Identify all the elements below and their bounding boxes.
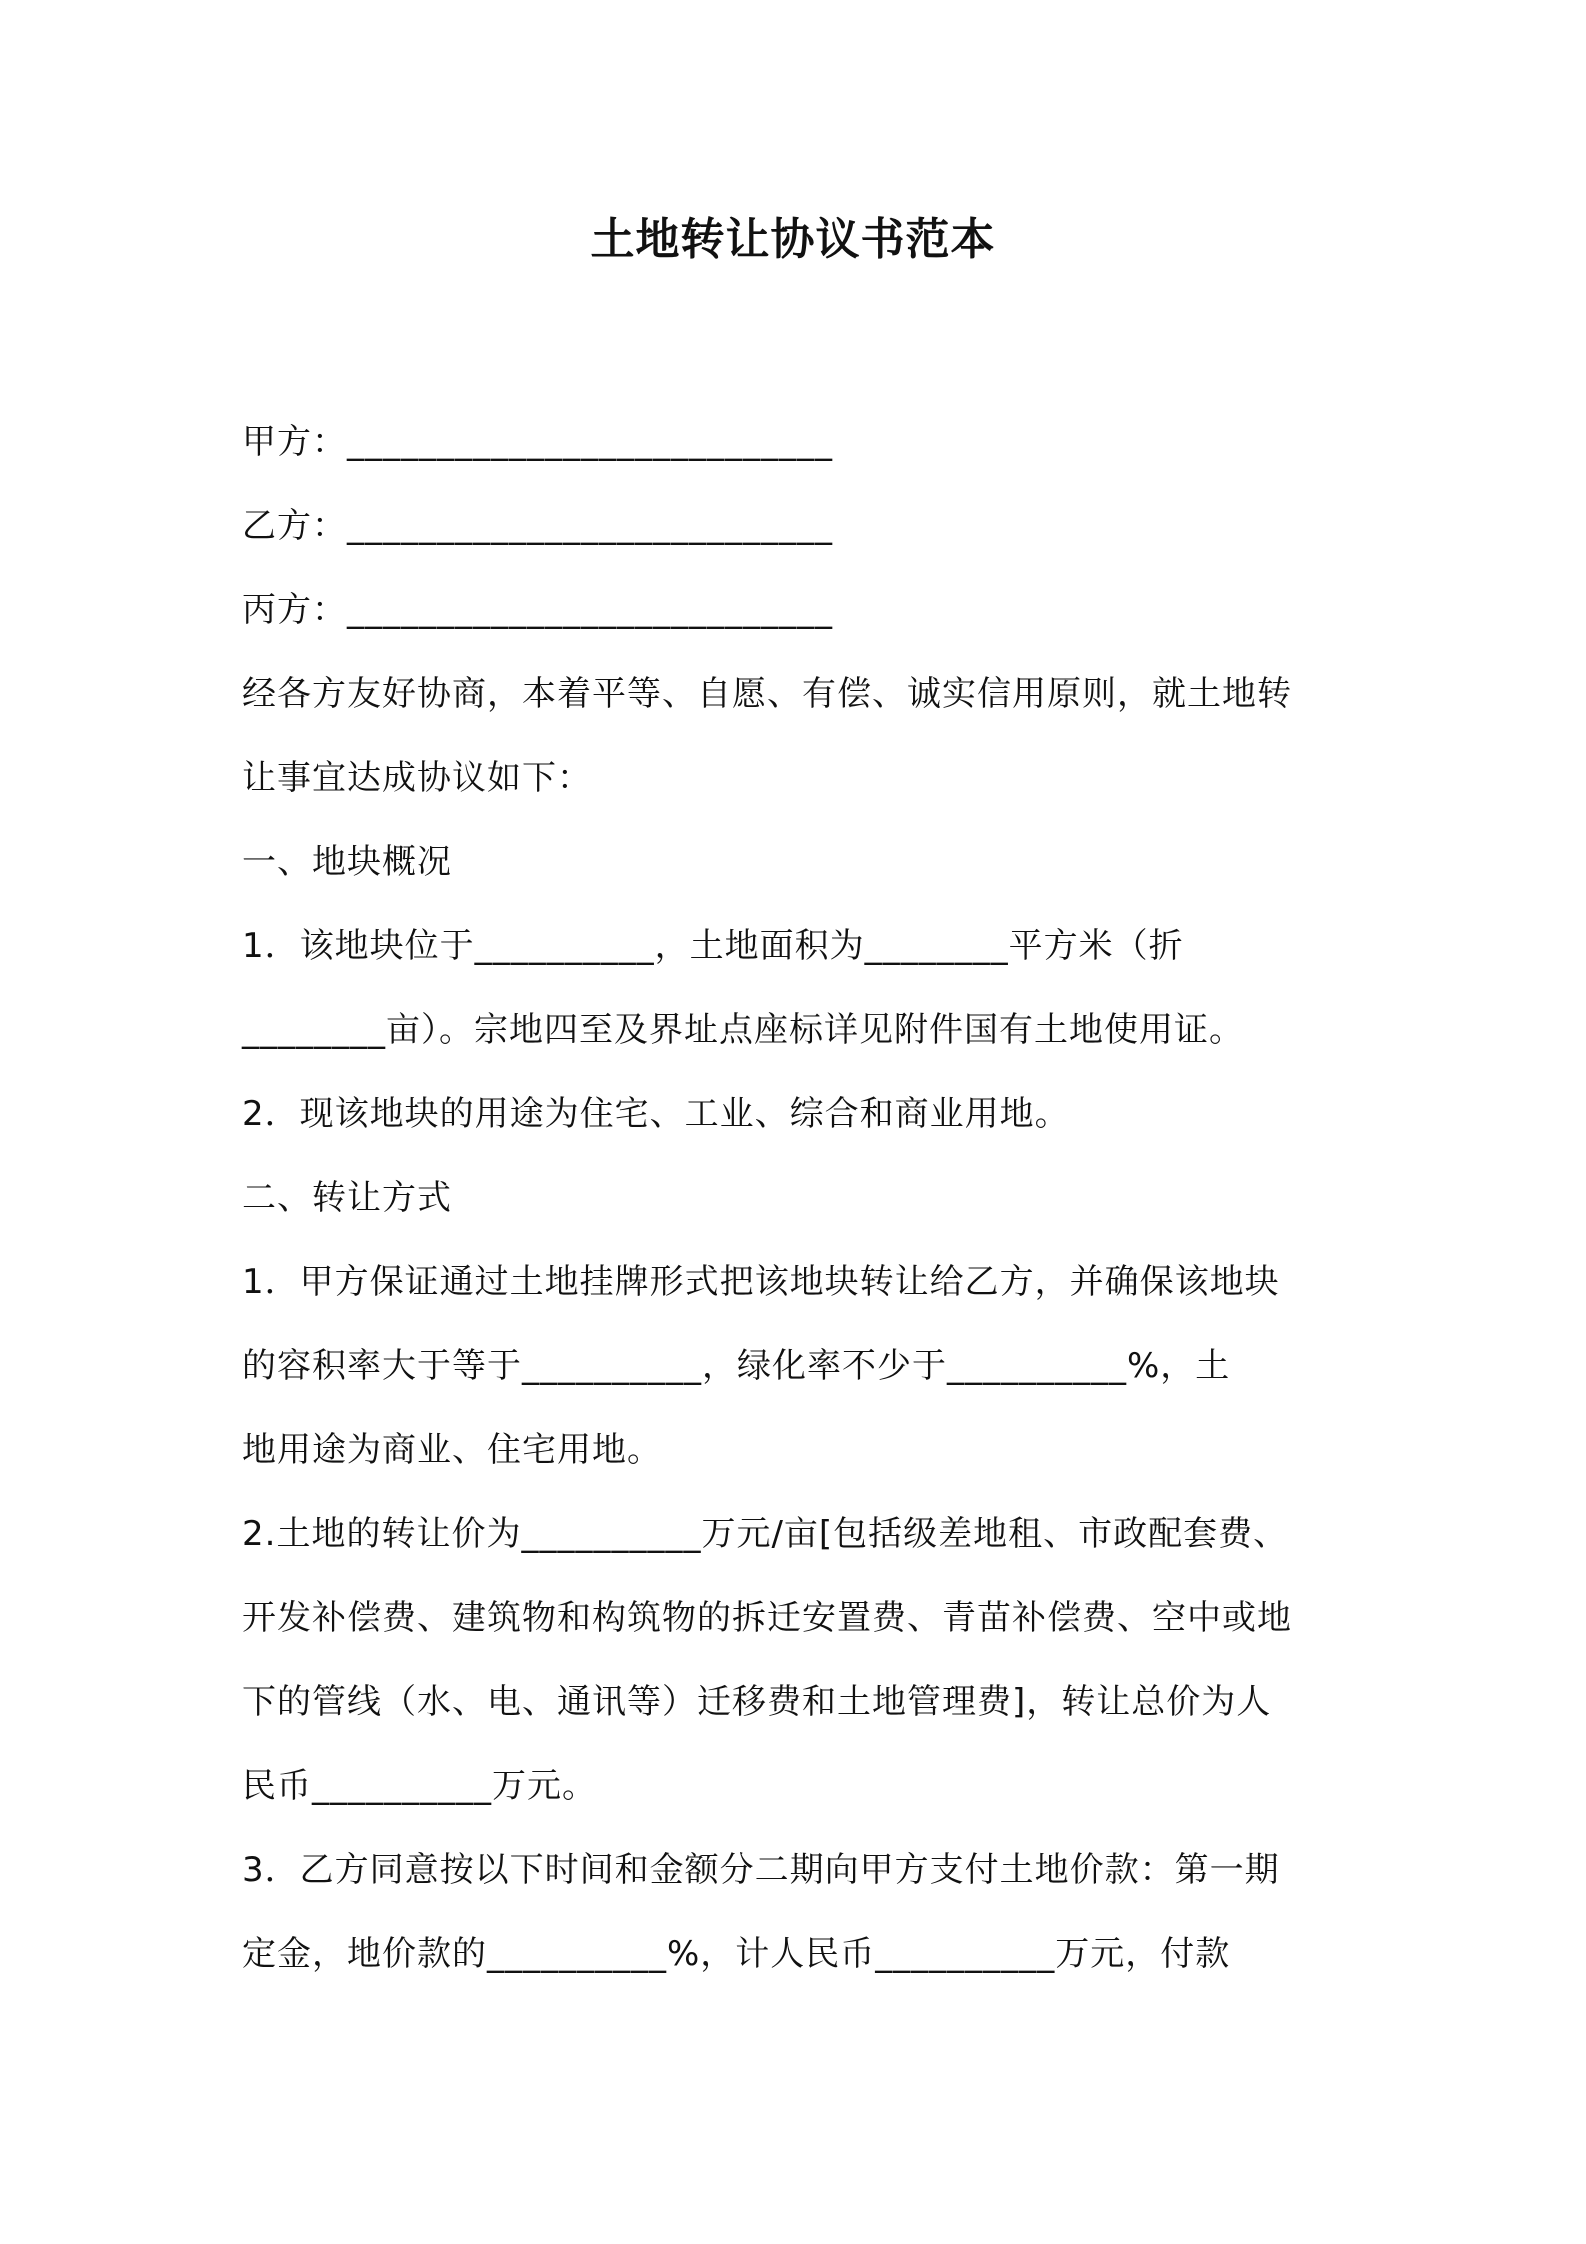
document-title: 土地转让协议书范本 [590,214,996,265]
clause-2-1-line-2: 的容积率大于等于__________，绿化率不少于__________%，土 [242,1346,1231,1386]
party-c-line: 丙方：___________________________ [242,590,833,630]
clause-2-2-line-3: 下的管线（水、电、通讯等）迁移费和土地管理费]，转让总价为人 [242,1682,1272,1722]
clause-1-1-line-2: ________亩）。宗地四至及界址点座标详见附件国有土地使用证。 [242,1010,1244,1050]
preamble-line-1: 经各方友好协商，本着平等、自愿、有偿、诚实信用原则，就土地转 [242,674,1292,714]
section-heading-land-overview: 一、地块概况 [242,842,452,882]
clause-2-3-line-2: 定金，地价款的__________%，计人民币__________万元，付款 [242,1934,1231,1974]
clause-1-1-line-1: 1．该地块位于__________，土地面积为________平方米（折 [242,926,1184,966]
clause-2-2-line-1: 2.土地的转让价为__________万元/亩[包括级差地租、市政配套费、 [242,1514,1289,1554]
party-a-line: 甲方：___________________________ [242,422,833,462]
clause-2-3-line-1: 3．乙方同意按以下时间和金额分二期向甲方支付土地价款：第一期 [242,1850,1280,1890]
preamble-line-2: 让事宜达成协议如下： [242,758,592,798]
clause-2-1-line-1: 1．甲方保证通过土地挂牌形式把该地块转让给乙方，并确保该地块 [242,1262,1280,1302]
clause-2-2-line-2: 开发补偿费、建筑物和构筑物的拆迁安置费、青苗补偿费、空中或地 [242,1598,1292,1638]
clause-2-1-line-3: 地用途为商业、住宅用地。 [242,1430,662,1470]
section-heading-transfer-method: 二、转让方式 [242,1178,452,1218]
clause-2-2-line-4: 民币__________万元。 [242,1766,597,1806]
clause-1-2-line: 2．现该地块的用途为住宅、工业、综合和商业用地。 [242,1094,1070,1134]
party-b-line: 乙方：___________________________ [242,506,833,546]
document-body [242,400,1362,1996]
